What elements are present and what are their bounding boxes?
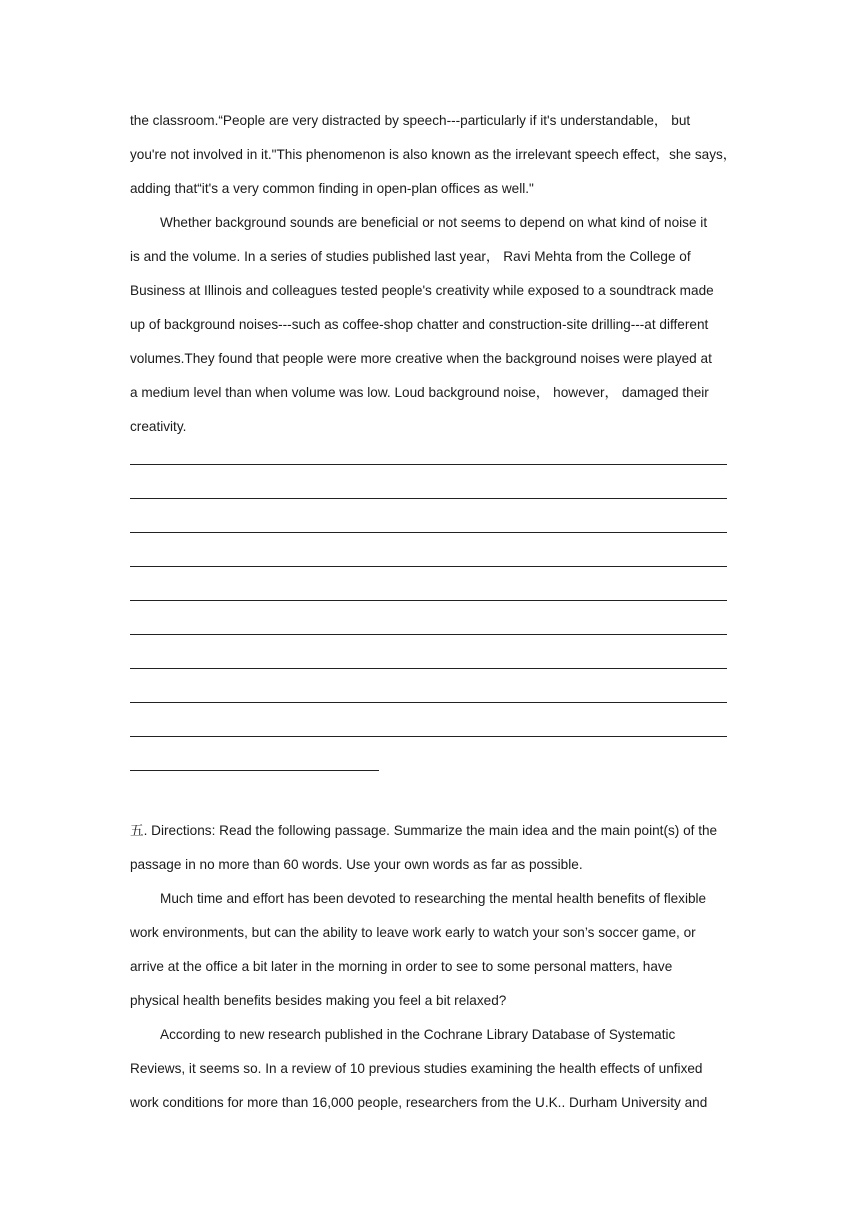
section-number: 五 [130, 823, 144, 839]
passage-line: arrive at the office a bit later in the morning in order to see to some personal matters, have [130, 959, 673, 974]
answer-line[interactable] [130, 532, 727, 533]
passage-line: Much time and effort has been devoted to researching the mental health benefits of flexible [160, 891, 707, 906]
passage-line: the classroom.“People are very distracted by speech---particularly if it's understandable， but [130, 113, 691, 128]
answer-line[interactable] [130, 702, 727, 703]
answer-line[interactable] [130, 634, 727, 635]
section-directions [130, 822, 717, 840]
answer-line[interactable] [130, 464, 727, 465]
passage-line: work conditions for more than 16,000 people, researchers from the U.K.. Durham University and [130, 1095, 708, 1110]
answer-line[interactable] [130, 770, 379, 771]
passage-line: work environments, but can the ability to leave work early to watch your son’s soccer game, or [130, 925, 696, 940]
passage-line: Reviews, it seems so. In a review of 10 previous studies examining the health effects of unfixed [130, 1061, 703, 1076]
passage-line: up of background noises---such as coffee-shop chatter and construction-site drilling---at different [130, 317, 709, 332]
answer-line[interactable] [130, 498, 727, 499]
passage-line: Business at Illinois and colleagues tested people's creativity while exposed to a soundtrack made [130, 283, 714, 298]
passage-line: Whether background sounds are beneficial or not seems to depend on what kind of noise it [160, 215, 708, 230]
passage-line: a medium level than when volume was low. Loud background noise， however， damaged their [130, 385, 709, 400]
answer-line[interactable] [130, 736, 727, 737]
answer-line[interactable] [130, 668, 727, 669]
passage-line: adding that“it's a very common finding in open-plan offices as well." [130, 181, 534, 196]
passage-line: you're not involved in it."This phenomenon is also known as the irrelevant speech effect，she says， [130, 147, 737, 162]
section-directions: passage in no more than 60 words. Use your own words as far as possible. [130, 857, 583, 872]
answer-line[interactable] [130, 600, 727, 601]
passage-line: creativity. [130, 419, 187, 434]
passage-line: volumes.They found that people were more creative when the background noises were played at [130, 351, 712, 366]
directions-text: . Directions: Read the following passage. Summarize the main idea and the main point(s) of the [143, 823, 718, 838]
answer-line[interactable] [130, 566, 727, 567]
passage-line: According to new research published in the Cochrane Library Database of Systematic [160, 1027, 676, 1042]
passage-line: is and the volume. In a series of studies published last year， Ravi Mehta from the College of [130, 249, 691, 264]
passage-line: physical health benefits besides making you feel a bit relaxed? [130, 993, 507, 1008]
